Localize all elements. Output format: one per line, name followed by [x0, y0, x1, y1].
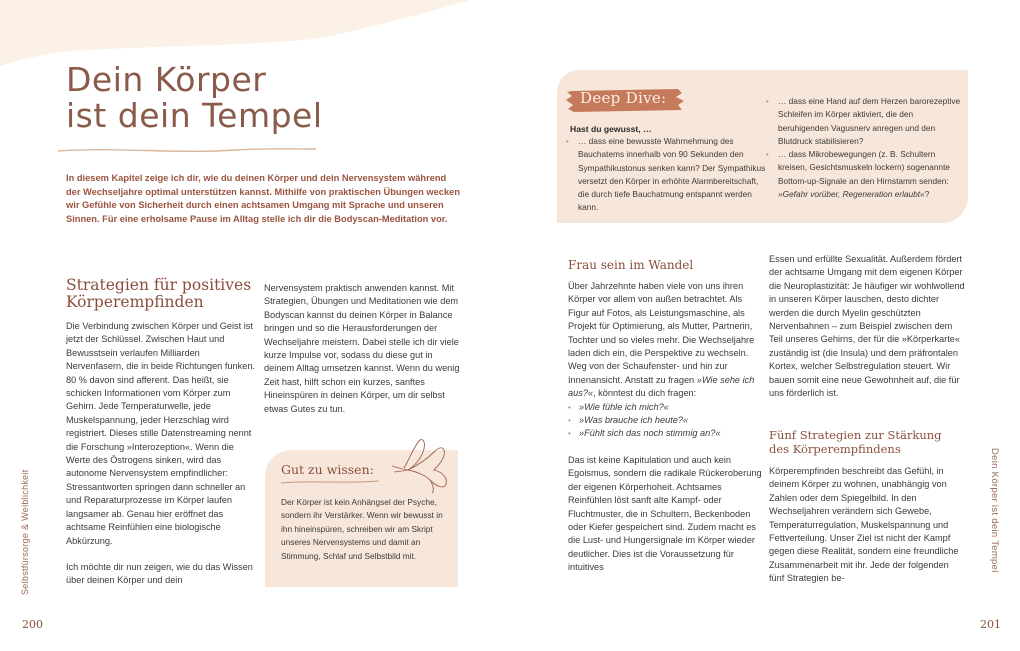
right-column-1	[568, 280, 764, 575]
butterfly-icon	[390, 438, 452, 494]
list-item-text-end: ?	[924, 189, 930, 200]
list-item: • … dass eine bewusste Wahrnehmung des Bauchatems innerhalb von 90 Sekunden den Sympathikustonus senken kann? Der Sympathikus versetzt den Körper in erhöhte Alarmbereitschaft, die durch tiefe Bauchatmung entspannt werden kann.	[566, 135, 766, 215]
paragraph: Essen und erfüllte Sexualität. Außerdem fördert der achtsame Umgang mit dem eigenen Körper die Neuroplastizität: Je häufiger wir wohlwollend in unseren Körper lauschen, desto dichter werden die durch Myelin geschützten Nervenbahnen – zum Beispiel zwischen dem Teil unseres Gehirns, der für die »Körperkarte« zuständig ist (die Insula) und dem präfrontalen Kortex, welcher Selbstregulation steuert. Wir bauen somit eine neue Gewohnheit auf, die für uns förderlich ist.	[769, 254, 965, 399]
paragraph-text: Über Jahrzehnte haben viele von uns ihren Körper vor allem von außen betrachtet. Als Figur auf Fotos, als Leistungsmaschine, als Projekt für Optimierung, als Mutter, Partnerin, Tochter und so vieles mehr. Die Wechseljahre laden dich ein, die Perspektive zu wechseln. Weg von der Schaufenster- und hin zur Innenansicht. Anstatt zu fragen	[568, 281, 755, 385]
running-head-right: Dein Körper ist dein Tempel	[989, 448, 1000, 573]
list-item-quote: »Gefahr vorüber, Regeneration erlaubt«	[778, 189, 925, 200]
chapter-title-line-1: Dein Körper	[66, 60, 267, 99]
paragraph: Das ist keine Kapitulation und auch kein Egoismus, sondern die radikale Rückeroberung der eigenen Körperhoheit. Achtsames Reinfühlen löst sanft alte Kampf- oder Fluchtmuster, die in Schultern, Beckenboden oder Kiefer gespeichert sind. Zudem macht es die Lust- und Hungersignale im Körper wieder deutlicher. Dies ist die Voraussetzung für intuitives	[568, 454, 762, 573]
paragraph	[568, 280, 764, 401]
chapter-title	[66, 62, 323, 134]
right-column-2b	[769, 465, 965, 586]
paragraph-text-end: , könntest du dich fragen:	[593, 388, 697, 399]
paragraph: Körperempfinden beschreibt das Gefühl, in deinem Körper zu wohnen, unabhängig von Zahlen oder dem Spiegelbild. In den Wechseljahren verändern sich Gewebe, Temperaturregulation, Muskelspannung und Fettverteilung. Unser Ziel ist nicht der Kampf gegen diese Realität, sondern eine freundliche Zusammenarbeit mit ihr. Jede der folgenden fünf Strategien be-	[769, 466, 959, 584]
info-box-title-underline	[280, 478, 380, 486]
deep-dive-badge-label: Deep Dive:	[580, 89, 667, 107]
list-item: • »Fühlt sich das noch stimmig an?«	[568, 427, 764, 440]
section-heading-fuenf-strategien: Fünf Strategien zur Stärkung des Körperempfindens	[769, 428, 942, 456]
list-item-text: … dass Mikrobewegungen (z. B. Schultern kreisen, Gesichtsmuskeln lockern) sogenannte Bottom-up-Signale an den Hirnstamm senden:	[778, 149, 951, 186]
quote: »Wie sehe ich aus?«	[568, 374, 755, 399]
chapter-title-line-2: ist dein Tempel	[66, 96, 323, 135]
info-box-title: Gut zu wissen:	[281, 462, 374, 477]
chapter-intro: In diesem Kapitel zeige ich dir, wie du deinen Körper und dein Nervensystem während der Wechseljahre optimal unterstützen kannst. Mithilfe von praktischen Übungen wecken wir Gefühle von Sicherheit durch einen achtsamen Umgang mit Sprache und unseren Sinnen. Für eine erholsame Pause im Alltag stelle ich dir die Bodyscan-Meditation vor.	[66, 173, 460, 224]
paragraph: Ich möchte dir nun zeigen, wie du das Wissen über deinen Körper und dein	[66, 561, 253, 586]
right-column-2	[769, 253, 965, 400]
question-list	[568, 401, 764, 441]
deep-dive-heading: Hast du gewusst, …	[570, 124, 652, 134]
list-item: • »Wie fühle ich mich?«	[568, 401, 764, 414]
paragraph: Die Verbindung zwischen Körper und Geist ist jetzt der Schlüssel. Zwischen Haut und Bewusstsein verlaufen Milliarden Nervenfasern, die in beide Richtungen funken. 80 % davon sind afferent. Das heißt, sie schicken Informationen vom Körper zum Gehirn. Jede Temperaturwelle, jede Muskelspannung, jeder Herzschlag wird registriert. Dieses stille Datenstreaming nennt die Forschung »Interozeption«. Wenn die Werte des Östrogens sinken, wird das autonome Nervensystem empfindlicher: Stressantworten springen dann schneller an und Reparaturprozesse im Körper laufen langsamer ab. Genau hier eröffnet das achtsame Reinfühlen eine biologische Abkürzung.	[66, 321, 255, 546]
running-head-left: Selbstfürsorge & Weiblichkeit	[20, 469, 30, 595]
page-number-left: 200	[22, 618, 43, 631]
info-box-text: Der Körper ist kein Anhängsel der Psyche, sondern ihr Verstärker. Wenn wir bewusst in ihn hineinspüren, schreiben wir am Skript unseres Nervensystems und damit an Stimmung, Schlaf und Selbstbild mit.	[281, 497, 443, 561]
title-underline-decoration	[56, 144, 318, 156]
deep-dive-list-col2	[766, 95, 966, 201]
section-heading-frau-sein: Frau sein im Wandel	[568, 258, 694, 272]
left-column-1	[66, 320, 256, 588]
deep-dive-list-col1	[566, 135, 766, 215]
paragraph: Nervensystem praktisch anwenden kannst. Mit Strategien, Übungen und Meditationen wie dem Bodyscan kannst du deinen Körper in Balance bringen und so die Herausforderungen der Wechseljahre meistern. Dabei stelle ich dir viele kurze Impulse vor, sodass du diese gut in deinem Alltag umsetzen kannst. Wenn du wenig Zeit hast, hilft schon ein kurzes, sanftes Hineinspüren in deinen Körper, um dir selbst etwas Gutes zu tun.	[264, 283, 460, 414]
list-item: • »Was brauche ich heute?«	[568, 414, 764, 427]
page-number-right: 201	[980, 618, 1001, 631]
list-item	[766, 148, 966, 201]
section-heading-strategien: Strategien für positives Körperempfinden	[66, 276, 252, 311]
list-item: • … dass eine Hand auf dem Herzen barorezeptive Schleifen im Körper aktiviert, die den beruhigenden Vagusnerv anregen und den Blutdruck stabilisieren?	[766, 95, 966, 148]
left-column-2	[264, 282, 460, 416]
